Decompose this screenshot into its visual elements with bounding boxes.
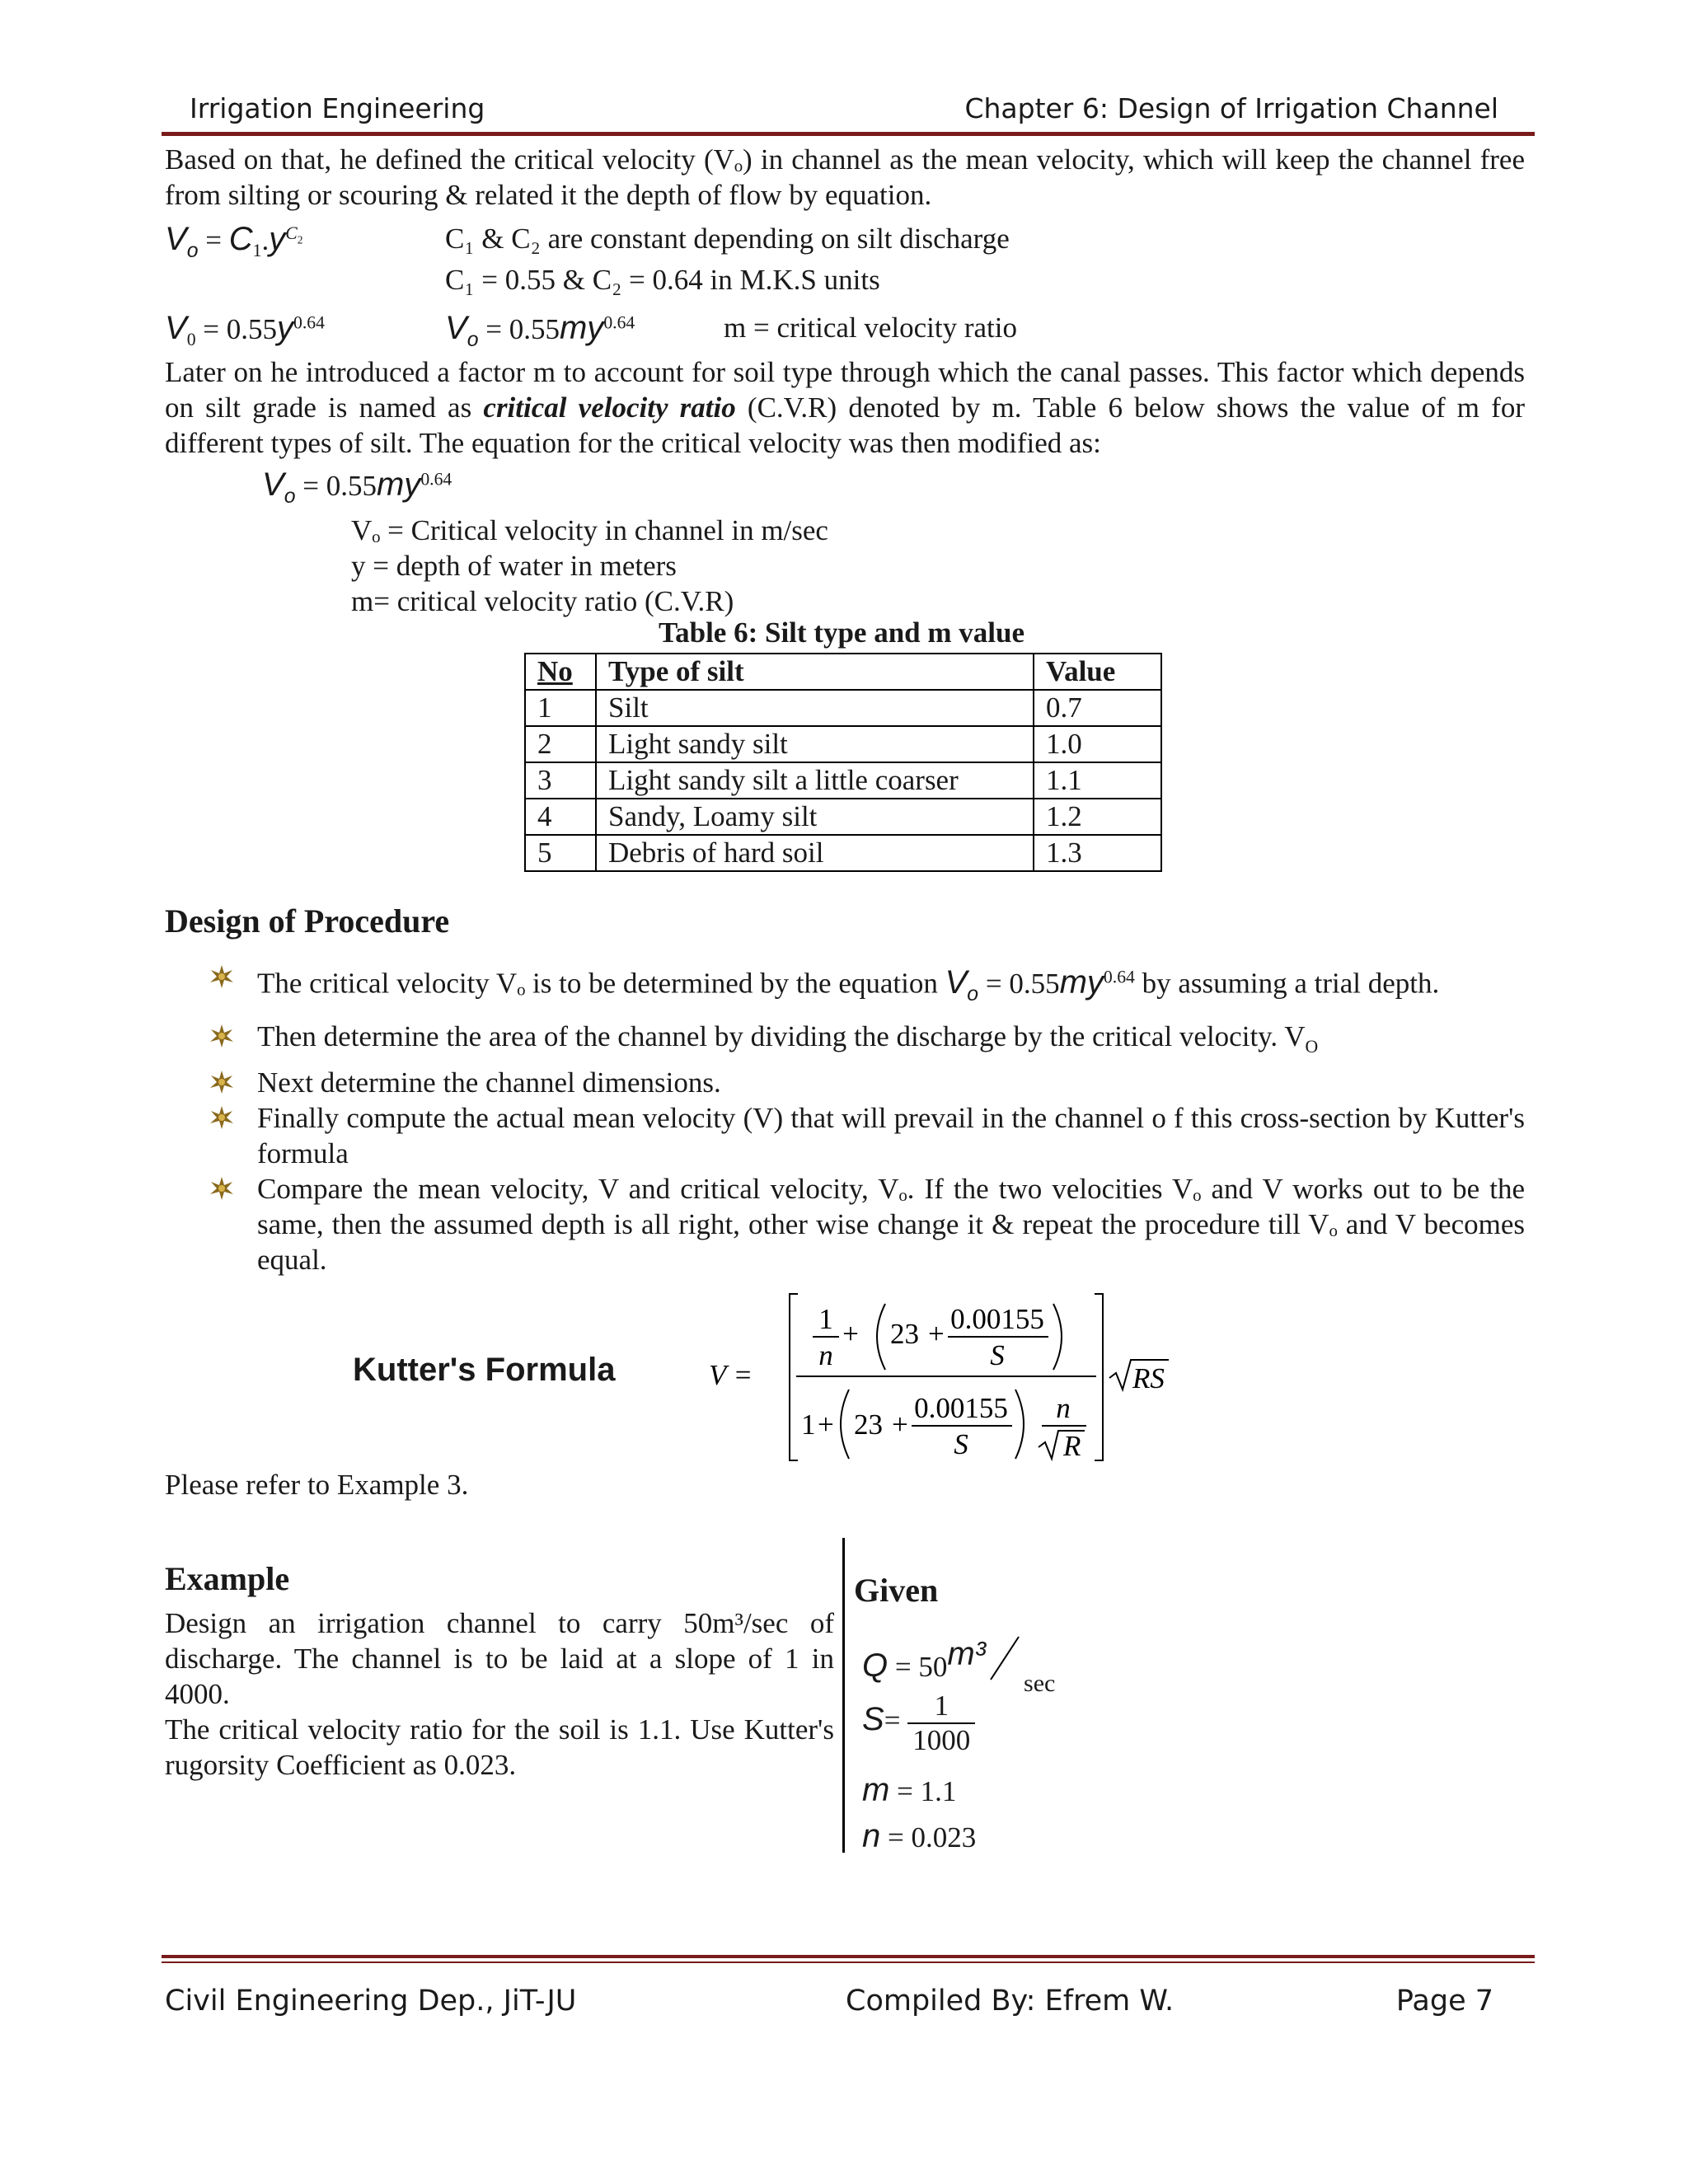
- definition-vo: Vₒ = Critical velocity in channel in m/sec: [351, 514, 828, 546]
- kutter-one-den: 1: [801, 1408, 816, 1441]
- procedure-step: Next determine the channel dimensions.: [257, 1065, 1525, 1100]
- slope-fraction: $\frac{1}{1000}$: [907, 1690, 975, 1757]
- footer-left: Civil Engineering Dep., JiT-JU: [165, 1985, 577, 2018]
- cell-type: Light sandy silt a little coarser: [596, 762, 1034, 799]
- given-m: m = 1.1: [862, 1772, 957, 1808]
- example-text: [165, 1605, 834, 1783]
- kutter-formula: [709, 1286, 1170, 1467]
- table-row: [525, 835, 1161, 871]
- definitions: [351, 513, 828, 619]
- star-bullet-icon: [209, 1176, 234, 1201]
- procedure-step: Finally compute the actual mean velocity (V) that will prevail in the channel o f this cross-section by Kutter's formula: [257, 1100, 1525, 1171]
- kutter-coef-den: 0.00155: [914, 1392, 1008, 1424]
- kutter-label: Kutter's Formula: [353, 1352, 616, 1388]
- kutter-S-den: S: [954, 1428, 968, 1460]
- example-text-2: The critical velocity ratio for the soil is 1.1. Use Kutter's rugorsity Coefficient as 0.023.: [165, 1713, 834, 1781]
- col-value: Value: [1034, 654, 1161, 690]
- kutter-23: 23: [890, 1318, 919, 1350]
- cell-no: 5: [525, 835, 596, 871]
- col-type: Type of silt: [596, 654, 1034, 690]
- cell-type: Silt: [596, 690, 1034, 726]
- cell-no: 4: [525, 799, 596, 835]
- table-row: [525, 799, 1161, 835]
- given-Q: Q = 50m³sec: [862, 1636, 1056, 1697]
- running-header-left: Irrigation Engineering: [190, 92, 485, 124]
- kutter-n: n: [818, 1339, 833, 1371]
- cell-type: Debris of hard soil: [596, 835, 1034, 871]
- kutter-n-den: n: [1056, 1392, 1071, 1424]
- procedure-list: [257, 959, 1525, 1277]
- kutter-RS: RS: [1132, 1362, 1165, 1394]
- cell-value: 1.2: [1034, 799, 1161, 835]
- cell-value: 1.0: [1034, 726, 1161, 762]
- star-bullet-icon: [209, 1070, 234, 1094]
- equation-constants-note: C₁ = 0.55 & C₂ = 0.64 in M.K.S units: [445, 264, 880, 296]
- equation-general: $V_o = C_1.y^{C_2}$: [165, 221, 303, 262]
- given-S: S= $\frac{1}{1000}$: [862, 1690, 975, 1757]
- procedure-heading: Design of Procedure: [165, 902, 450, 940]
- procedure-step: Then determine the area of the channel by dividing the discharge by the critical velocity. $V_O$: [257, 1019, 1525, 1065]
- table-caption: Table 6: Silt type and m value: [658, 616, 1025, 649]
- footer-center: Compiled By: Efrem W.: [846, 1985, 1175, 2018]
- silt-table: [524, 653, 1162, 872]
- kutter-one: 1: [818, 1303, 833, 1335]
- kutter-plus: +: [842, 1318, 859, 1350]
- kutter-23-den: 23: [854, 1408, 883, 1441]
- footer-rule-bottom: [162, 1961, 1535, 1963]
- table-row: [525, 690, 1161, 726]
- table-header-row: [525, 654, 1161, 690]
- cell-type: Sandy, Loamy silt: [596, 799, 1034, 835]
- column-divider: [842, 1538, 845, 1853]
- kutter-plus-4: +: [892, 1408, 908, 1441]
- equation-general-note: C₁ & C₂ are constant depending on silt discharge: [445, 223, 1010, 255]
- cell-type: Light sandy silt: [596, 726, 1034, 762]
- equation-critical-velocity: $V_o = 0.55my^{0.64}$: [262, 466, 452, 508]
- cell-no: 3: [525, 762, 596, 799]
- given-heading: Given: [854, 1572, 939, 1609]
- fraction-slash-icon: [986, 1635, 1024, 1681]
- procedure-step: Compare the mean velocity, V and critical velocity, Vₒ. If the two velocities Vₒ and V works out to be the same, then the assumed depth is all right, other wise change it & repeat the procedure till Vₒ and V becomes equal.: [257, 1171, 1525, 1277]
- star-bullet-icon: [209, 964, 234, 989]
- example-text-1: Design an irrigation channel to carry 50m³/sec of discharge. The channel is to be laid at a slope of 1 in 4000.: [165, 1607, 834, 1710]
- cell-value: 1.1: [1034, 762, 1161, 799]
- definition-m: m= critical velocity ratio (C.V.R): [351, 585, 734, 617]
- running-header-right: Chapter 6: Design of Irrigation Channel: [964, 92, 1498, 124]
- table-row: [525, 762, 1161, 799]
- kutter-coef: 0.00155: [950, 1303, 1044, 1335]
- refer-text: Please refer to Example 3.: [165, 1469, 469, 1501]
- footer-rule-top: [162, 1955, 1535, 1958]
- cell-no: 2: [525, 726, 596, 762]
- star-bullet-icon: [209, 1105, 234, 1130]
- later-paragraph: Later on he introduced a factor m to account for soil type through which the canal passes. This factor which depends on silt grade is named as critical velocity ratio (C.V.R) denoted by m. Table 6 below shows the value of m for different types of silt. The equation for the critical velocity was then modified as:: [165, 356, 1525, 459]
- example-heading: Example: [165, 1560, 290, 1597]
- equation-modified: $V_o = 0.55my^{0.64}$: [445, 310, 635, 351]
- given-n: n = 0.023: [862, 1818, 977, 1854]
- table-row: [525, 726, 1161, 762]
- equation-kennedy: $V_0 = 0.55y^{0.64}$: [165, 310, 325, 349]
- kutter-lhs: V =: [709, 1359, 753, 1391]
- cell-value: 0.7: [1034, 690, 1161, 726]
- definition-y: y = depth of water in meters: [351, 550, 677, 582]
- kutter-S: S: [990, 1339, 1005, 1371]
- header-rule: [162, 132, 1535, 136]
- kutter-plus-3: +: [818, 1408, 834, 1441]
- intro-paragraph: Based on that, he defined the critical velocity (Vₒ) in channel as the mean velocity, which will keep the channel free from silting or scouring & related it the depth of flow by equation.: [165, 143, 1525, 211]
- star-bullet-icon: [209, 1024, 234, 1048]
- kutter-plus-2: +: [928, 1318, 945, 1350]
- kutter-R: R: [1063, 1430, 1081, 1462]
- cell-value: 1.3: [1034, 835, 1161, 871]
- footer-page: Page 7: [1395, 1985, 1493, 2018]
- cell-no: 1: [525, 690, 596, 726]
- procedure-step: The critical velocity Vₒ is to be determined by the equation $V_o = 0.55my^{0.64}$ by assuming a trial depth.: [257, 959, 1525, 1012]
- col-no: No: [525, 654, 596, 690]
- m-note: m = critical velocity ratio: [724, 312, 1017, 344]
